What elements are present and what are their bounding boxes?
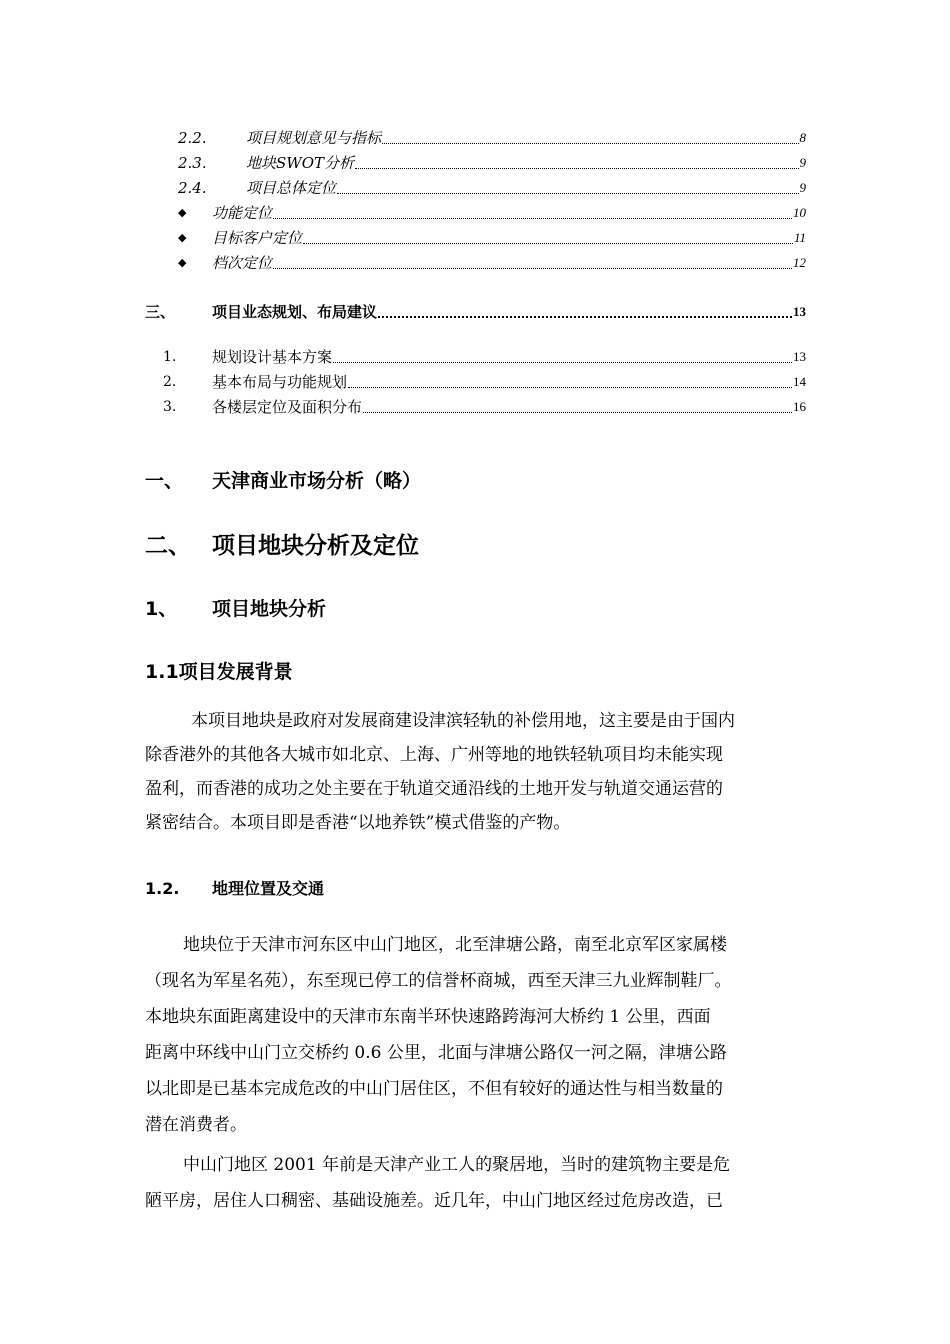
heading-number: 1、 bbox=[145, 598, 178, 620]
toc-entry-label: 项目总体定位 bbox=[246, 179, 337, 197]
toc-entry-label: 项目规划意见与指标 bbox=[246, 129, 382, 147]
toc-entry-page: 9 bbox=[799, 155, 806, 170]
heading-title: 天津商业市场分析（略） bbox=[212, 470, 422, 492]
diamond-bullet-icon: ◆ bbox=[178, 206, 187, 219]
paragraph-line: 紧密结合。本项目即是香港“以地养铁”模式借鉴的产物。 bbox=[145, 813, 571, 833]
toc-entry-page: 10 bbox=[793, 205, 806, 220]
toc-entry-label: 地块SWOT分析 bbox=[246, 154, 354, 172]
toc-entry[interactable] bbox=[178, 128, 806, 148]
toc-entry-label: 目标客户定位 bbox=[212, 229, 303, 247]
subsection-heading bbox=[145, 594, 326, 621]
diamond-bullet-icon: ◆ bbox=[178, 231, 187, 244]
toc-entry[interactable] bbox=[163, 372, 806, 392]
toc-entry-page: 13 bbox=[793, 349, 806, 364]
paragraph-line: 本地块东面距离建设中的天津市东南半环快速路跨海河大桥约 1 公里，西面 bbox=[145, 1007, 711, 1027]
toc-entry[interactable] bbox=[163, 347, 806, 367]
paragraph-line: 中山门地区 2001 年前是天津产业工人的聚居地，当时的建筑物主要是危 bbox=[183, 1155, 731, 1175]
heading-number: 一、 bbox=[145, 470, 184, 492]
toc-leader-dots bbox=[303, 243, 793, 244]
heading-title: 1.1项目发展背景 bbox=[145, 661, 293, 683]
toc-entry-page: 14 bbox=[793, 374, 806, 389]
heading-title: 地理位置及交通 bbox=[212, 879, 325, 898]
paragraph-line: （现名为军星名苑），东至现已停工的信誉杯商城，西至天津三九业辉制鞋厂。 bbox=[145, 971, 732, 991]
toc-leader-dots bbox=[333, 362, 792, 363]
subsubsection-heading bbox=[145, 657, 293, 684]
toc-entry-page: 9 bbox=[799, 180, 806, 195]
toc-entry[interactable] bbox=[178, 228, 806, 248]
paragraph-line: 潜在消费者。 bbox=[145, 1115, 247, 1135]
toc-entry-number: 3. bbox=[163, 399, 177, 415]
toc-entry-label: 基本布局与功能规划 bbox=[212, 373, 348, 391]
paragraph-line: 距离中环线中山门立交桥约 0.6 公里，北面与津塘公路仅一河之隔，津塘公路 bbox=[145, 1043, 727, 1063]
toc-entry-label: 档次定位 bbox=[212, 254, 273, 272]
toc-leader-dots bbox=[355, 168, 799, 169]
paragraph-line: 除香港外的其他各大城市如北京、上海、广州等地的地铁轻轨项目均未能实现 bbox=[145, 745, 723, 765]
paragraph-history bbox=[145, 1147, 730, 1219]
toc-entry[interactable] bbox=[178, 178, 806, 198]
toc-leader-dots bbox=[382, 143, 798, 144]
toc-entry-number: 2.2. bbox=[178, 129, 207, 147]
toc-entry-page: 16 bbox=[793, 399, 806, 414]
paragraph-location bbox=[145, 927, 732, 1143]
diamond-bullet-icon: ◆ bbox=[178, 256, 187, 269]
toc-entry-number: 2.4. bbox=[178, 179, 207, 197]
paragraph-line: 本项目地块是政府对发展商建设津滨轻轨的补偿用地，这主要是由于国内 bbox=[191, 711, 735, 731]
toc-entry[interactable] bbox=[178, 153, 806, 173]
toc-leader-dots bbox=[363, 412, 792, 413]
heading-title: 项目地块分析 bbox=[212, 598, 327, 620]
heading-title: 项目地块分析及定位 bbox=[212, 533, 419, 559]
section-heading-2 bbox=[145, 527, 419, 560]
toc-entry-number: 1. bbox=[163, 349, 177, 365]
subsubsection-heading bbox=[145, 876, 324, 899]
toc-entry[interactable] bbox=[163, 397, 806, 417]
section-heading-1 bbox=[145, 466, 421, 493]
toc-entry-label: 功能定位 bbox=[212, 204, 273, 222]
toc-entry-number: 2. bbox=[163, 374, 177, 390]
toc-entry-label: 各楼层定位及面积分布 bbox=[212, 398, 363, 416]
toc-entry-label: 项目业态规划、布局建议 bbox=[212, 303, 378, 321]
toc-entry-page: 8 bbox=[799, 130, 806, 145]
toc-leader-dots bbox=[273, 268, 792, 269]
toc-section-entry[interactable] bbox=[145, 302, 806, 322]
toc-leader-dots bbox=[273, 218, 792, 219]
toc-entry-page: 11 bbox=[793, 230, 806, 245]
toc-entry-label: 规划设计基本方案 bbox=[212, 348, 333, 366]
paragraph-line: 以北即是已基本完成危改的中山门居住区，不但有较好的通达性与相当数量的 bbox=[145, 1079, 723, 1099]
paragraph-background bbox=[145, 704, 735, 840]
toc-leader-dots bbox=[378, 316, 792, 318]
toc-entry-page: 12 bbox=[793, 255, 806, 270]
toc-leader-dots bbox=[337, 193, 798, 194]
heading-number: 1.2. bbox=[145, 879, 180, 898]
heading-number: 二、 bbox=[145, 533, 191, 559]
toc-entry[interactable] bbox=[178, 253, 806, 273]
toc-entry[interactable] bbox=[178, 203, 806, 223]
toc-entry-page: 13 bbox=[793, 304, 806, 319]
paragraph-line: 地块位于天津市河东区中山门地区，北至津塘公路，南至北京军区家属楼 bbox=[183, 935, 727, 955]
paragraph-line: 盈利，而香港的成功之处主要在于轨道交通沿线的土地开发与轨道交通运营的 bbox=[145, 779, 723, 799]
toc-entry-number: 2.3. bbox=[178, 154, 207, 172]
paragraph-line: 陋平房，居住人口稠密、基础设施差。近几年，中山门地区经过危房改造，已 bbox=[145, 1191, 723, 1211]
toc-entry-number: 三、 bbox=[145, 303, 176, 321]
toc-leader-dots bbox=[348, 387, 792, 388]
